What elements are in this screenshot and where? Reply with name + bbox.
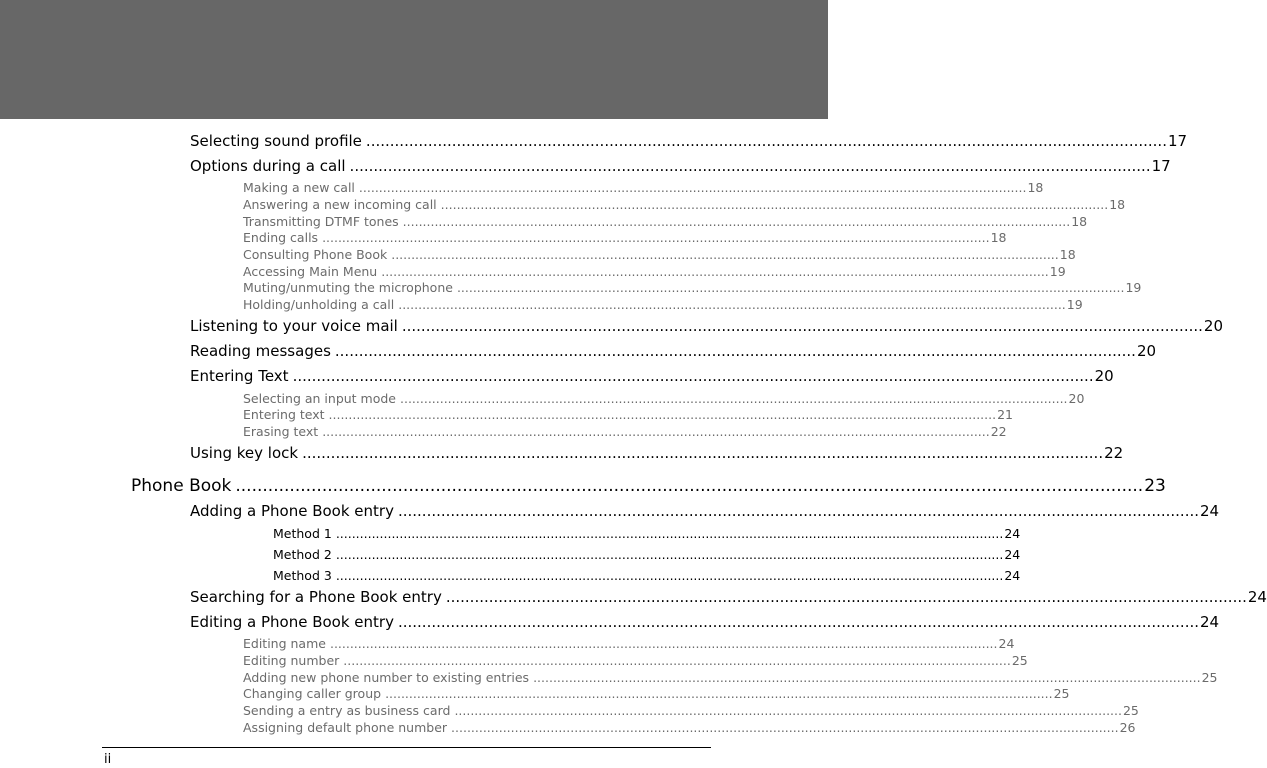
toc-title: Entering text — [243, 407, 325, 422]
toc-entry-accessing-main-menu[interactable] — [243, 264, 1066, 279]
toc-page: 26 — [1119, 720, 1136, 735]
toc-entry-muting-microphone[interactable] — [243, 280, 1142, 295]
toc-title: Reading messages — [190, 342, 331, 360]
toc-page: 23 — [1144, 476, 1166, 496]
toc-entry-editing-number[interactable] — [243, 653, 1028, 668]
dot-leader: ........................................................................................................................................................................ — [343, 653, 1011, 668]
toc-page: 24 — [1247, 588, 1267, 606]
toc-title: Adding a Phone Book entry — [190, 502, 394, 520]
dot-leader: ........................................................................................................................................................................ — [302, 444, 1104, 462]
toc-entry-editing-name[interactable] — [243, 636, 1015, 651]
toc-page: 24 — [1004, 547, 1021, 562]
toc-entry-answering-incoming-call[interactable] — [243, 197, 1126, 212]
toc-title: Using key lock — [190, 444, 299, 462]
dot-leader: ........................................................................................................................................................................ — [381, 264, 1049, 279]
dot-leader: ........................................................................................................................................................................ — [454, 703, 1122, 718]
dot-leader: ........................................................................................................................................................................ — [335, 547, 1004, 562]
toc-entry-entering-text-section[interactable] — [190, 367, 1114, 385]
toc-page: 18 — [1059, 247, 1076, 262]
toc-page: 24 — [1200, 613, 1220, 631]
toc-entry-entering-text[interactable] — [243, 407, 1013, 422]
toc-page: 18 — [1109, 197, 1126, 212]
toc-page: 24 — [998, 636, 1015, 651]
dot-leader: ........................................................................................................................................................................ — [334, 342, 1136, 360]
toc-page: 22 — [990, 424, 1007, 439]
dot-leader: ........................................................................................................................................................................ — [365, 132, 1167, 150]
toc-entry-editing-phone-book-entry[interactable] — [190, 613, 1220, 631]
dot-leader: ........................................................................................................................................................................ — [456, 280, 1125, 295]
toc-title: Accessing Main Menu — [243, 264, 378, 279]
toc-page: 20 — [1068, 391, 1085, 406]
toc-page: 25 — [1011, 653, 1028, 668]
dot-leader: ........................................................................................................................................................................ — [292, 367, 1094, 385]
toc-entry-method-2[interactable] — [273, 547, 1021, 562]
toc-entry-changing-caller-group[interactable] — [243, 686, 1070, 701]
dot-leader: ........................................................................................................................................................................ — [398, 297, 1066, 312]
page-number: ii — [104, 752, 112, 767]
toc-title: Answering a new incoming call — [243, 197, 437, 212]
toc-title: Muting/unmuting the microphone — [243, 280, 453, 295]
toc-entry-listening-voice-mail[interactable] — [190, 317, 1223, 335]
toc-page: 19 — [1049, 264, 1066, 279]
dot-leader: ........................................................................................................................................................................ — [400, 391, 1068, 406]
dot-leader: ........................................................................................................................................................................ — [445, 588, 1247, 606]
toc-title: Selecting an input mode — [243, 391, 396, 406]
toc-page: 17 — [1167, 132, 1188, 150]
toc-page: 24 — [1004, 526, 1021, 541]
toc-title: Transmitting DTMF tones — [243, 214, 399, 229]
toc-page: 17 — [1151, 157, 1171, 175]
header-band — [0, 0, 828, 119]
toc-title: Editing name — [243, 636, 326, 651]
dot-leader: ........................................................................................................................................................................ — [401, 317, 1203, 335]
toc-title: Selecting sound profile — [190, 132, 362, 150]
toc-title: Listening to your voice mail — [190, 317, 398, 335]
toc-entry-adding-phone-book-entry[interactable] — [190, 502, 1220, 520]
toc-title: Method 1 — [273, 526, 332, 541]
dot-leader: ........................................................................................................................................................................ — [335, 568, 1004, 583]
dot-leader: ........................................................................................................................................................................ — [385, 686, 1053, 701]
toc-title: Erasing text — [243, 424, 319, 439]
dot-leader: ........................................................................................................................................................................ — [533, 670, 1201, 685]
dot-leader: ........................................................................................................................................................................ — [358, 180, 1027, 195]
toc-title: Editing a Phone Book entry — [190, 613, 394, 631]
toc-entry-method-1[interactable] — [273, 526, 1021, 541]
toc-title: Editing number — [243, 653, 340, 668]
toc-title: Changing caller group — [243, 686, 382, 701]
toc-page: 18 — [1027, 180, 1044, 195]
toc-entry-making-a-new-call[interactable] — [243, 180, 1044, 195]
toc-title: Holding/unholding a call — [243, 297, 395, 312]
dot-leader: ........................................................................................................................................................................ — [328, 407, 997, 422]
toc-page: 25 — [1201, 670, 1218, 685]
dot-leader: ........................................................................................................................................................................ — [322, 230, 990, 245]
toc-entry-selecting-sound-profile[interactable] — [190, 132, 1188, 150]
toc-title: Options during a call — [190, 157, 346, 175]
toc-title: Assigning default phone number — [243, 720, 448, 735]
toc-page: 24 — [1004, 568, 1021, 583]
toc-entry-reading-messages[interactable] — [190, 342, 1157, 360]
toc-page: 19 — [1125, 280, 1142, 295]
toc-page: 20 — [1094, 367, 1114, 385]
toc-page: 25 — [1122, 703, 1139, 718]
toc-entry-holding-a-call[interactable] — [243, 297, 1083, 312]
toc-title: Entering Text — [190, 367, 289, 385]
toc-page: 22 — [1104, 444, 1124, 462]
toc-title: Adding new phone number to existing entries — [243, 670, 530, 685]
toc-entry-erasing-text[interactable] — [243, 424, 1007, 439]
toc-page: 18 — [1071, 214, 1088, 229]
toc-chapter-phone-book[interactable] — [131, 476, 1166, 496]
dot-leader: ........................................................................................................................................................................ — [397, 502, 1200, 520]
toc-page: 21 — [997, 407, 1013, 422]
toc-entry-searching-phone-book-entry[interactable] — [190, 588, 1267, 606]
toc-title: Making a new call — [243, 180, 355, 195]
toc-title: Method 2 — [273, 547, 332, 562]
toc-entry-transmitting-dtmf-tones[interactable] — [243, 214, 1088, 229]
dot-leader: ........................................................................................................................................................................ — [329, 636, 998, 651]
toc-entry-ending-calls[interactable] — [243, 230, 1007, 245]
footer-divider — [102, 747, 711, 748]
dot-leader: ........................................................................................................................................................................ — [397, 613, 1200, 631]
dot-leader: ........................................................................................................................................................................ — [335, 526, 1004, 541]
dot-leader: ........................................................................................................................................................................ — [451, 720, 1119, 735]
toc-page: 25 — [1053, 686, 1070, 701]
toc-entry-selecting-input-mode[interactable] — [243, 391, 1085, 406]
toc-entry-consulting-phone-book[interactable] — [243, 247, 1076, 262]
toc-title: Searching for a Phone Book entry — [190, 588, 442, 606]
toc-title: Ending calls — [243, 230, 319, 245]
toc-title: Method 3 — [273, 568, 332, 583]
toc-page: 24 — [1200, 502, 1220, 520]
toc-page: 20 — [1203, 317, 1223, 335]
dot-leader: ........................................................................................................................................................................ — [235, 476, 1144, 496]
toc-entry-method-3[interactable] — [273, 568, 1021, 583]
toc-entry-adding-new-phone-number[interactable] — [243, 670, 1218, 685]
toc-title: Consulting Phone Book — [243, 247, 388, 262]
dot-leader: ........................................................................................................................................................................ — [391, 247, 1059, 262]
dot-leader: ........................................................................................................................................................................ — [440, 197, 1109, 212]
toc-page: 19 — [1066, 297, 1083, 312]
toc-title: Sending a entry as business card — [243, 703, 451, 718]
dot-leader: ........................................................................................................................................................................ — [402, 214, 1071, 229]
dot-leader: ........................................................................................................................................................................ — [349, 157, 1151, 175]
toc-entry-sending-business-card[interactable] — [243, 703, 1139, 718]
toc-page: 20 — [1136, 342, 1157, 360]
toc-page: 18 — [990, 230, 1007, 245]
dot-leader: ........................................................................................................................................................................ — [322, 424, 990, 439]
toc-title: Phone Book — [131, 476, 232, 496]
toc-entry-options-during-a-call[interactable] — [190, 157, 1171, 175]
toc-entry-using-key-lock[interactable] — [190, 444, 1124, 462]
toc-entry-assigning-default-number[interactable] — [243, 720, 1136, 735]
